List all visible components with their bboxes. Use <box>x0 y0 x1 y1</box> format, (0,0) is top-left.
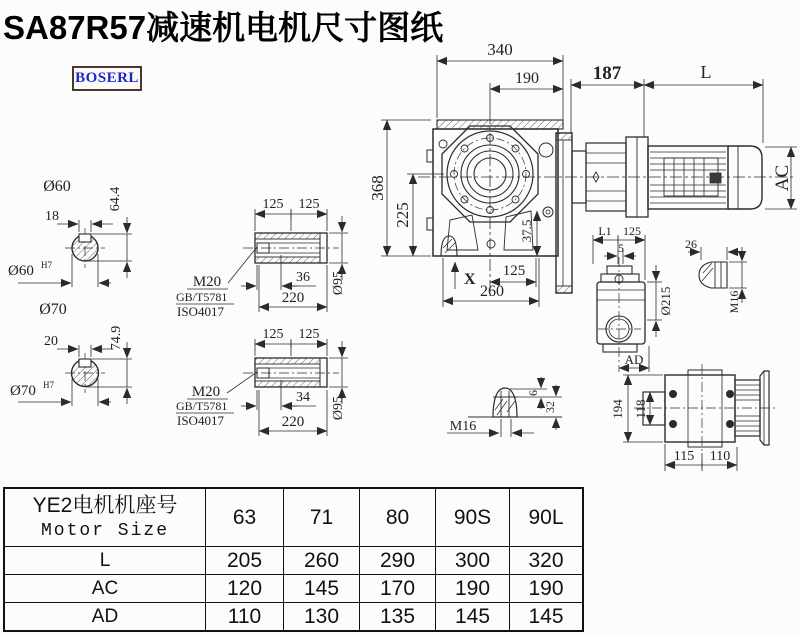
brand-logo-text: BOSERL <box>75 70 139 86</box>
bolt-m16-label: M16 <box>449 419 477 434</box>
dim-20: 20 <box>44 334 58 349</box>
dim-125-b: 125 <box>298 197 320 212</box>
dim-220-top: 220 <box>281 290 305 306</box>
cell-ac-71: 145 <box>284 575 360 603</box>
dim-225: 225 <box>393 202 412 228</box>
dim-d215: Ø215 <box>658 286 673 316</box>
label-x: X <box>464 271 476 288</box>
table-header-title <box>4 488 206 547</box>
dim-ad: AD <box>624 352 644 367</box>
col-71: 71 <box>284 488 360 547</box>
row-label-ad: AD <box>4 603 206 632</box>
cell-ad-80: 135 <box>360 603 436 632</box>
dim-118: 118 <box>633 399 648 419</box>
dim-36: 36 <box>296 270 310 285</box>
table-row-l <box>4 547 583 575</box>
table-header-en: Motor Size <box>40 520 170 541</box>
row-label-ac: AC <box>4 575 206 603</box>
dim-AC: AC <box>772 164 793 192</box>
dim-260: 260 <box>480 283 504 300</box>
dim-34: 34 <box>296 390 310 405</box>
dim-64-4: 64.4 <box>108 186 123 212</box>
dim-125-bottom: 125 <box>502 263 526 279</box>
dim-74-9: 74.9 <box>109 325 124 351</box>
dim-6: 6 <box>526 390 540 396</box>
cell-ac-90l: 190 <box>510 575 584 603</box>
motor-size-table <box>3 487 584 632</box>
shaft-section-60 <box>18 217 132 287</box>
shaft-70-title: Ø70 <box>39 301 67 318</box>
col-80: 80 <box>360 488 436 547</box>
cell-ad-90l: 145 <box>510 603 584 632</box>
bolt-m16-side: M16 <box>727 290 741 314</box>
dim-187: 187 <box>592 63 622 84</box>
dim-115: 115 <box>673 449 695 464</box>
dim-5: 5 <box>618 241 624 255</box>
cell-l-80: 290 <box>360 547 436 575</box>
table-header-row <box>4 488 583 547</box>
dim-125-c: 125 <box>262 327 284 342</box>
dim-37-5: 37.5 <box>519 219 534 243</box>
bore-60-tol: H7 <box>41 260 52 270</box>
std-gb-top: GB/T5781 <box>176 290 228 304</box>
cell-ac-90s: 190 <box>436 575 510 603</box>
cell-ad-90s: 145 <box>436 603 510 632</box>
table-row-ad <box>4 603 583 632</box>
cell-l-90s: 300 <box>436 547 510 575</box>
dim-220-bottom: 220 <box>281 414 305 430</box>
bolt-m20-bottom: M20 <box>191 384 221 400</box>
dim-d95-bottom: Ø95 <box>331 395 346 421</box>
col-90s: 90S <box>436 488 510 547</box>
cell-ad-63: 110 <box>206 603 284 632</box>
cell-l-71: 260 <box>284 547 360 575</box>
std-iso-top: ISO4017 <box>177 304 224 319</box>
dim-368: 368 <box>368 175 387 201</box>
dim-125-d: 125 <box>298 327 320 342</box>
row-label-l: L <box>4 547 206 575</box>
dim-125-side: 125 <box>623 224 641 238</box>
dim-32: 32 <box>543 401 557 413</box>
dim-l1: L1 <box>598 224 612 238</box>
table-header-cn: YE2电机机座号 <box>32 493 178 517</box>
dim-26: 26 <box>685 237 697 251</box>
front-view-dims <box>381 55 797 307</box>
side-view-labels <box>598 224 741 367</box>
table-row-ac <box>4 575 583 603</box>
std-iso-bottom: ISO4017 <box>177 413 224 428</box>
dim-194: 194 <box>610 399 625 419</box>
bolt-m20-top: M20 <box>192 274 222 290</box>
dim-18: 18 <box>45 209 59 224</box>
page-title: SA87R57减速机电机尺寸图纸 <box>3 9 444 46</box>
cell-ac-63: 120 <box>206 575 284 603</box>
dim-d95-top: Ø95 <box>331 270 346 296</box>
bore-70: Ø70 <box>10 383 36 399</box>
dim-125-a: 125 <box>262 197 284 212</box>
dim-L: L <box>700 62 712 82</box>
bore-70-tol: H7 <box>43 380 54 390</box>
std-gb-bottom: GB/T5781 <box>176 399 228 413</box>
cell-l-90l: 320 <box>510 547 584 575</box>
bore-60: Ø60 <box>8 263 34 279</box>
col-90l: 90L <box>510 488 584 547</box>
shaft-70-labels <box>10 301 124 399</box>
dim-340: 340 <box>487 40 513 59</box>
front-view-dim-labels <box>368 40 793 300</box>
shaft-60-labels <box>8 178 123 279</box>
col-63: 63 <box>206 488 284 547</box>
dim-190: 190 <box>515 70 539 87</box>
dim-110: 110 <box>709 449 731 464</box>
shaft-60-title: Ø60 <box>43 178 71 195</box>
cell-ad-71: 130 <box>284 603 360 632</box>
cell-ac-80: 170 <box>360 575 436 603</box>
cell-l-63: 205 <box>206 547 284 575</box>
